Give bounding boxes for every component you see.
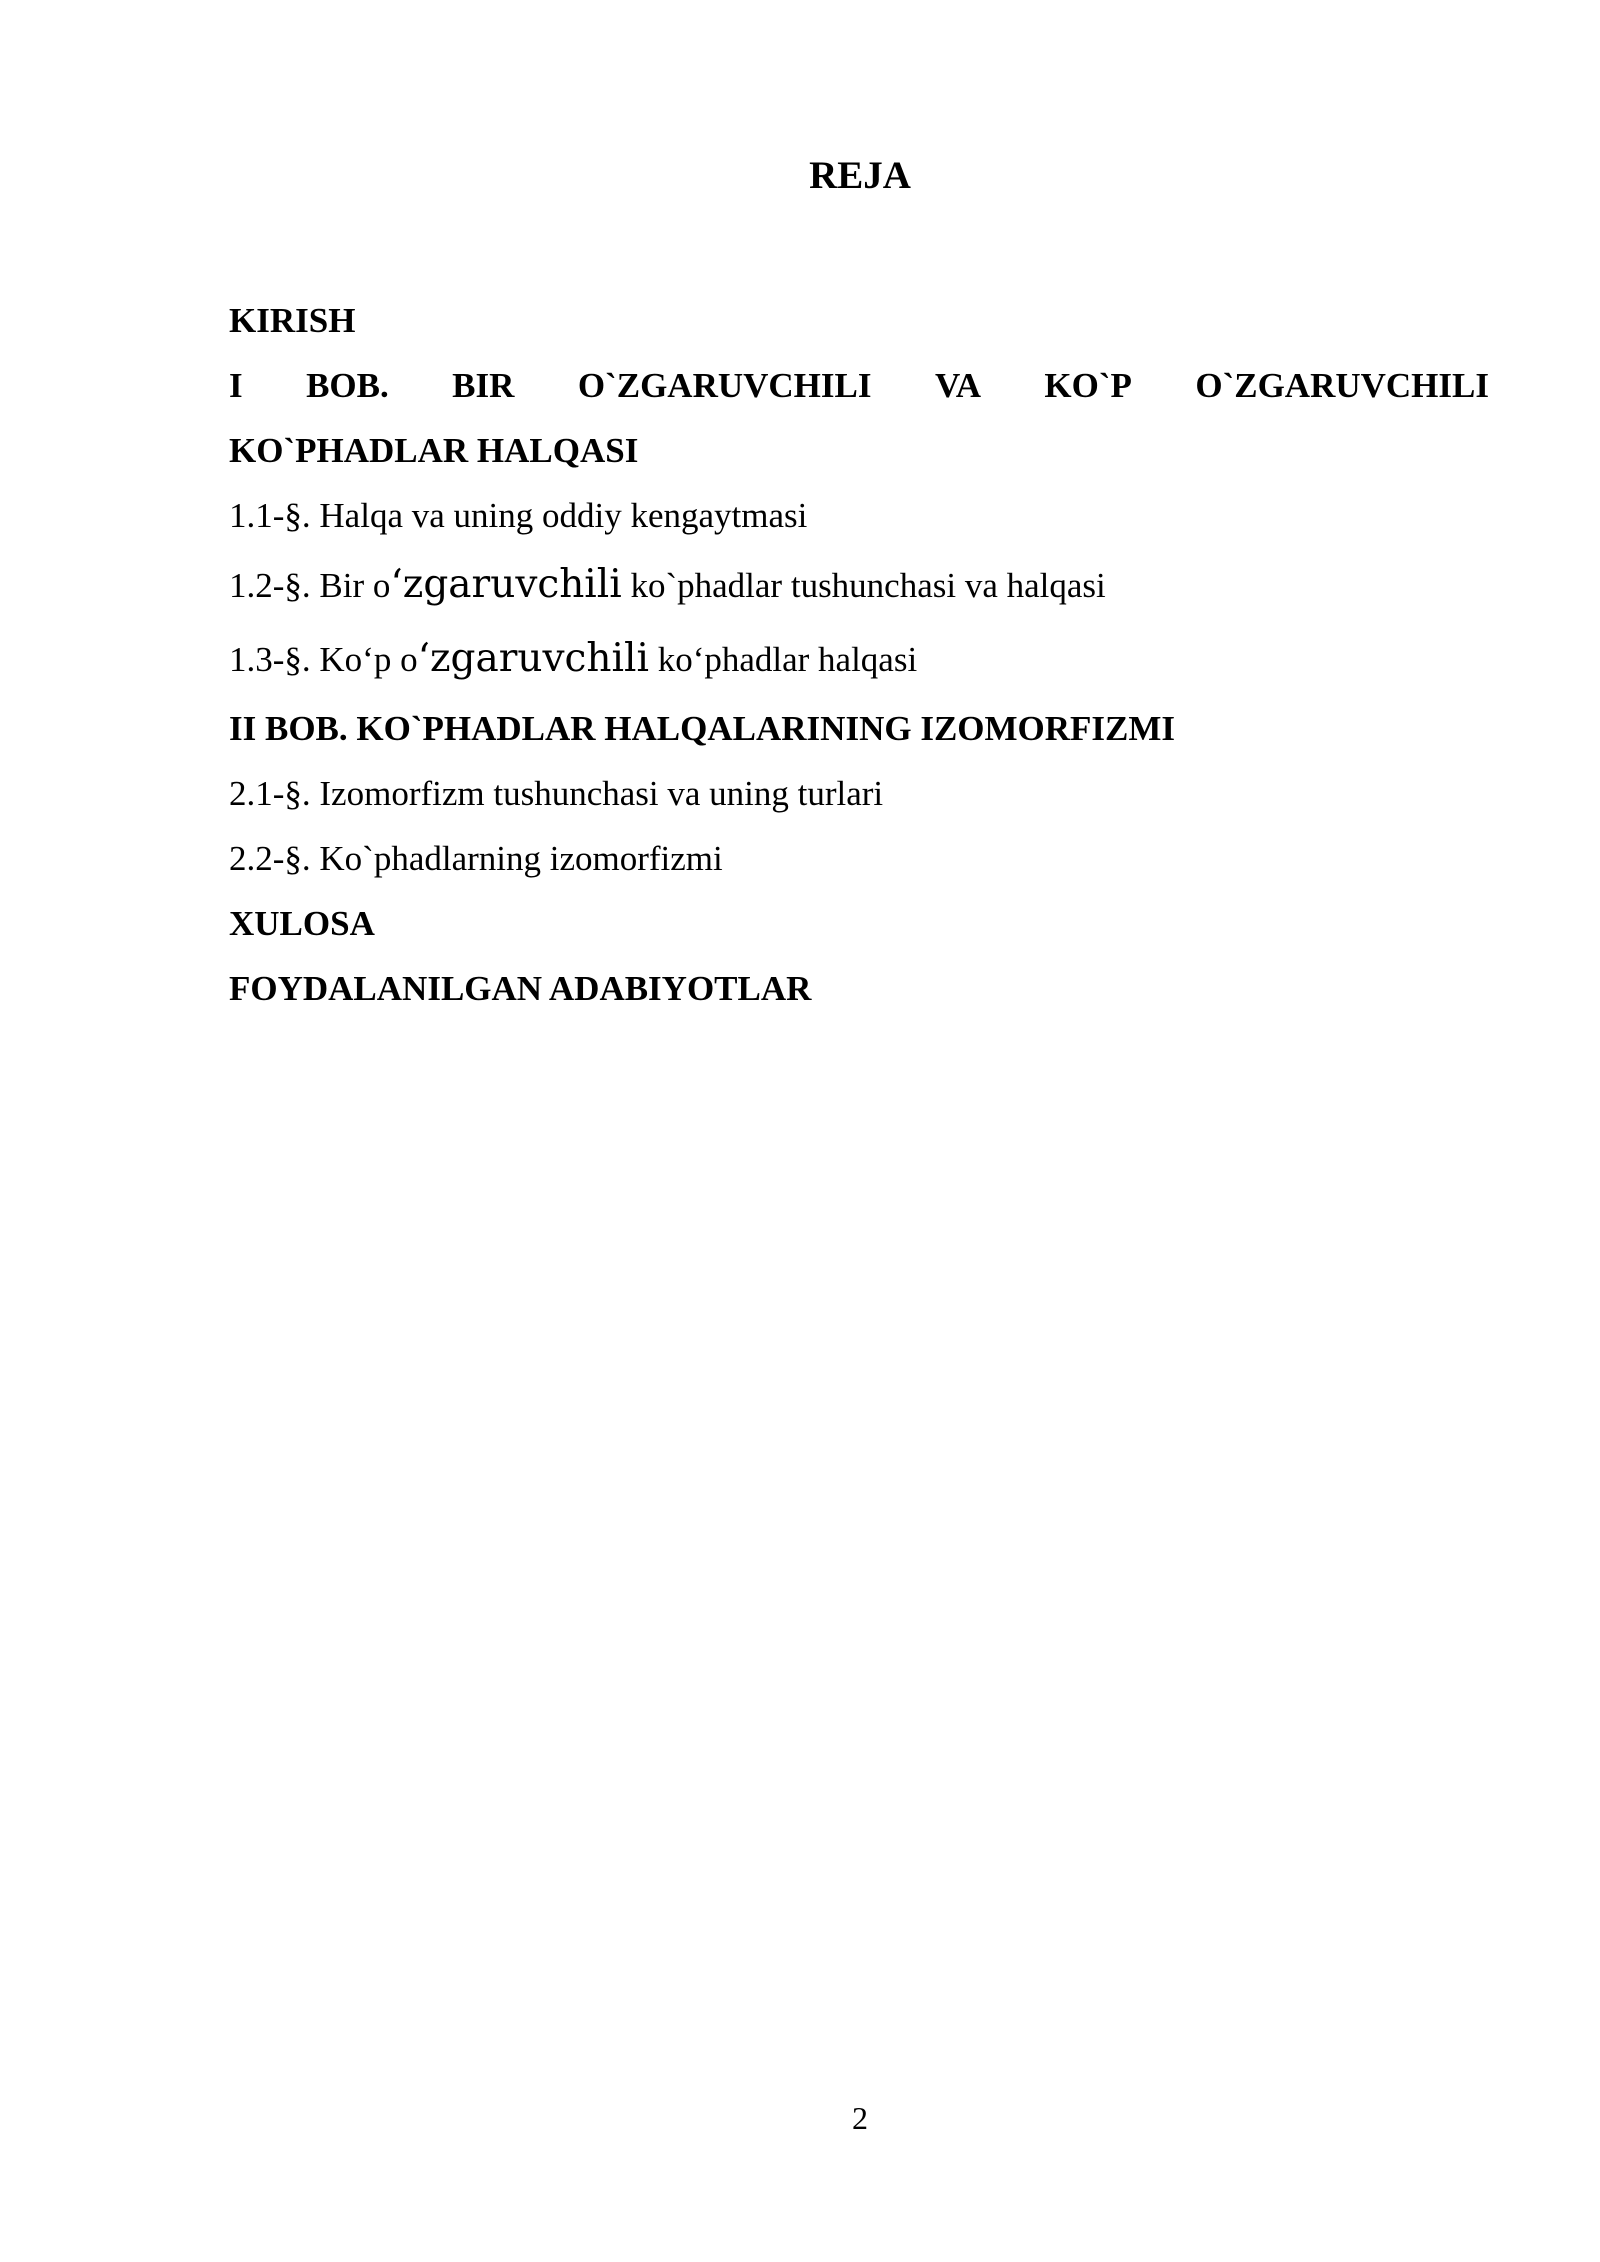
toc-references: FOYDALANILGAN ADABIYOTLAR: [229, 969, 812, 1008]
toc-section-1-2-prefix: 1.2-§. Bir o: [229, 566, 391, 605]
page-number: 2: [852, 2100, 868, 2136]
toc-chapter-1-word: BIR: [452, 366, 515, 405]
toc-chapter-2-heading: II BOB. KO`PHADLAR HALQALARINING IZOMORFIZMI: [229, 709, 1176, 748]
toc-section-1-2-suffix: ko`phadlar tushunchasi va halqasi: [621, 566, 1106, 605]
toc-intro: KIRISH: [229, 301, 356, 340]
toc-chapter-1-word: O`ZGARUVCHILI: [577, 366, 872, 405]
toc-chapter-1-word: O`ZGARUVCHILI: [1195, 366, 1489, 405]
toc-chapter-1-word: VA: [934, 366, 981, 405]
toc-section-2-1: 2.1-§. Izomorfizm tushunchasi va uning turlari: [229, 774, 884, 813]
toc-chapter-1-word: I: [229, 366, 243, 405]
toc-section-1-1: 1.1-§. Halqa va uning oddiy kengaytmasi: [229, 496, 808, 535]
toc-section-2-2: 2.2-§. Ko`phadlarning izomorfizmi: [229, 839, 723, 878]
toc-section-1-2-emphasis: ‘zgaruvchili: [390, 562, 622, 607]
page-title: REJA: [809, 154, 911, 197]
toc-chapter-1-heading-line-2: KO`PHADLAR HALQASI: [229, 431, 639, 470]
toc-section-1-3-emphasis: ‘zgaruvchili: [417, 636, 649, 681]
toc-chapter-1-word: KO`P: [1044, 366, 1132, 405]
toc-chapter-1-word: BOB.: [306, 366, 389, 405]
toc-section-1-3-prefix: 1.3-§. Ko‘p o: [229, 640, 418, 679]
toc-chapter-1-heading: [229, 353, 1489, 418]
toc-section-1-2: [229, 548, 1489, 622]
table-of-contents: [229, 288, 1489, 1021]
toc-section-1-3: [229, 622, 1489, 696]
toc-section-1-3-suffix: ko‘phadlar halqasi: [648, 640, 918, 679]
toc-conclusion: XULOSA: [229, 904, 375, 943]
